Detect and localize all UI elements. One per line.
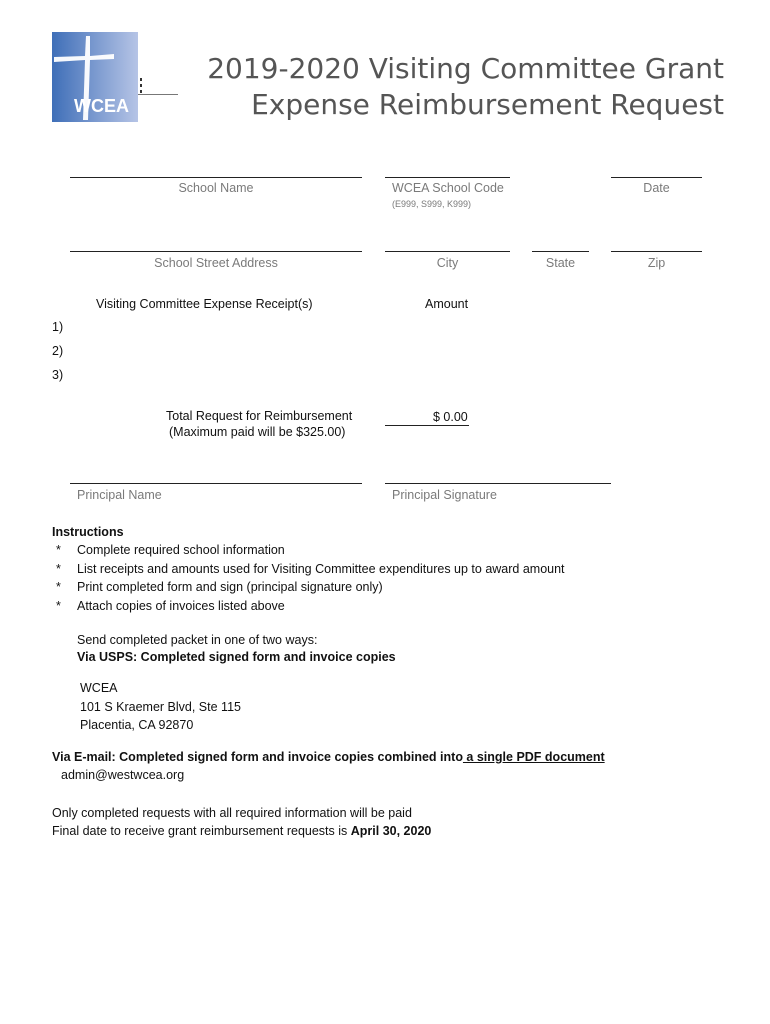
instruction-item: List receipts and amounts used for Visiting Committee expenditures up to award amount (77, 562, 565, 576)
address-line: 101 S Kraemer Blvd, Ste 115 (80, 700, 241, 714)
street-label: School Street Address (154, 256, 278, 270)
receipt-row-2[interactable]: 2) (52, 344, 64, 358)
city-line[interactable] (385, 251, 510, 252)
principal-name-line[interactable] (70, 483, 362, 484)
wcea-logo (52, 32, 182, 124)
email-label-text: Via E-mail: Completed signed form and invoice copies combined into (52, 750, 463, 764)
zip-label: Zip (647, 256, 666, 270)
usps-label: Via USPS: Completed signed form and invoice copies (77, 650, 396, 664)
school-code-label: WCEA School Code (392, 181, 504, 195)
instruction-item: Complete required school information (77, 543, 285, 557)
address-line: WCEA (80, 681, 118, 695)
zip-line[interactable] (611, 251, 702, 252)
bullet-icon: * (56, 599, 61, 613)
amount-header: Amount (425, 297, 469, 311)
school-code-hint: (E999, S999, K999) (392, 199, 472, 209)
total-label: Total Request for Reimbursement (166, 409, 353, 423)
send-intro: Send completed packet in one of two ways: (77, 633, 318, 647)
state-label: State (545, 256, 576, 270)
email-address[interactable]: admin@westwcea.org (61, 768, 185, 782)
principal-name-label: Principal Name (77, 488, 162, 502)
receipt-row-3[interactable]: 3) (52, 368, 64, 382)
instructions-heading: Instructions (52, 525, 124, 539)
bullet-icon: * (56, 543, 61, 557)
instruction-item: Attach copies of invoices listed above (77, 599, 285, 613)
logo-text: WCEA (74, 96, 129, 116)
bullet-icon: * (56, 580, 61, 594)
school-name-label: School Name (178, 181, 254, 195)
city-label: City (436, 256, 459, 270)
street-line[interactable] (70, 251, 362, 252)
principal-signature-label: Principal Signature (392, 488, 497, 502)
receipt-row-1[interactable]: 1) (52, 320, 64, 334)
bullet-icon: * (56, 562, 61, 576)
email-label-underlined: a single PDF document (462, 750, 605, 764)
instruction-item: Print completed form and sign (principal signature only) (77, 580, 383, 594)
note-deadline (52, 824, 431, 838)
receipts-header: Visiting Committee Expense Receipt(s) (96, 297, 313, 311)
note-deadline-prefix: Final date to receive grant reimbursement requests is (52, 824, 351, 838)
email-label (52, 750, 605, 764)
total-underline (385, 425, 469, 426)
principal-signature-line[interactable] (385, 483, 611, 484)
date-line[interactable] (611, 177, 702, 178)
school-name-line[interactable] (70, 177, 362, 178)
address-line: Placentia, CA 92870 (80, 718, 194, 732)
max-note: (Maximum paid will be $325.00) (169, 425, 346, 439)
date-label: Date (643, 181, 670, 195)
total-value[interactable]: $ 0.00 (433, 410, 468, 424)
title-line-2: Expense Reimbursement Request (251, 88, 724, 121)
title-line-1: 2019-2020 Visiting Committee Grant (207, 52, 724, 85)
school-code-line[interactable] (385, 177, 510, 178)
deadline-date: April 30, 2020 (350, 824, 432, 838)
state-line[interactable] (532, 251, 589, 252)
note-complete: Only completed requests with all required information will be paid (52, 806, 412, 820)
